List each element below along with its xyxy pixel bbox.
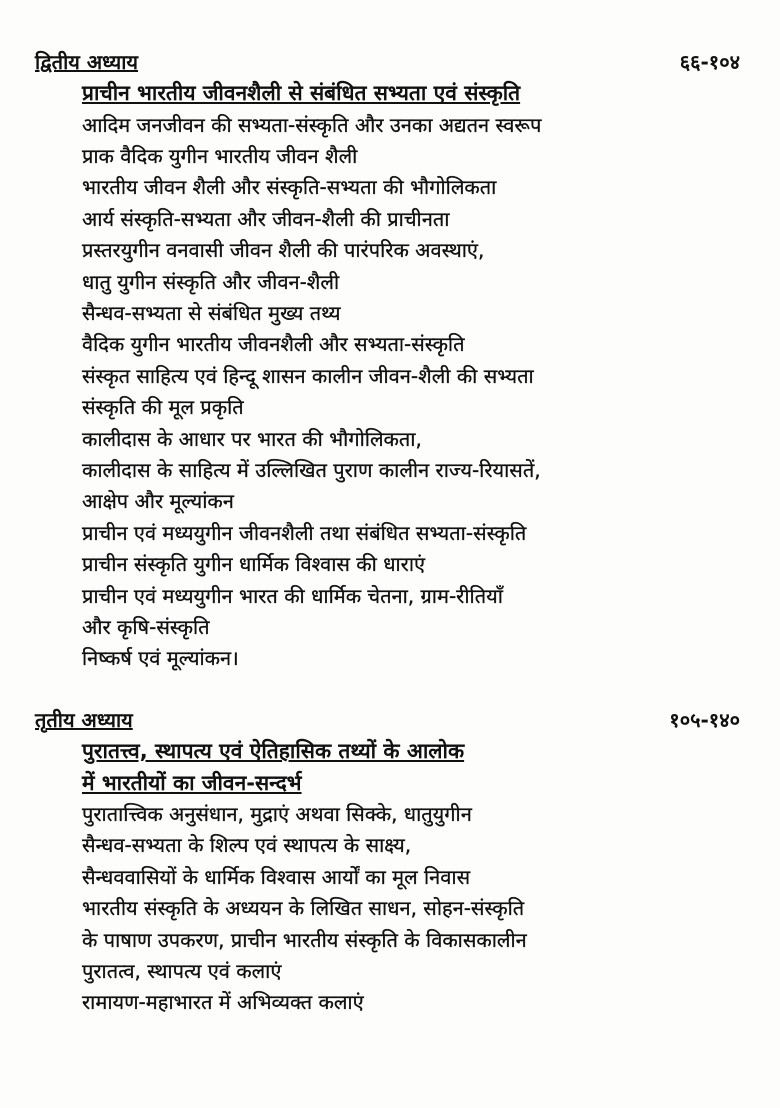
section-subtitle: में भारतीयों का जीवन-सन्दर्भ: [82, 770, 302, 795]
topic-line: भारतीय संस्कृति के अध्ययन के लिखित साधन, सोहन-संस्कृति: [82, 896, 525, 921]
topic-line: कालीदास के साहित्य में उल्लिखित पुराण कालीन राज्य-रियासतें,: [82, 457, 541, 482]
chapter-heading: तृतीय अध्याय: [35, 708, 133, 732]
topic-line: प्राक वैदिक युगीन भारतीय जीवन शैली: [82, 143, 358, 168]
topic-line: निष्कर्ष एवं मूल्यांकन।: [82, 646, 239, 671]
topic-line: के पाषाण उपकरण, प्राचीन भारतीय संस्कृति के विकासकालीन: [82, 927, 527, 952]
topic-line: संस्कृति की मूल प्रकृति: [82, 395, 244, 420]
topic-line: सैन्धव-सभ्यता से संबंधित मुख्य तथ्य: [82, 300, 341, 325]
topic-line: आर्य संस्कृति-सभ्यता और जीवन-शैली की प्राचीनता: [82, 206, 450, 231]
topic-line: भारतीय जीवन शैली और संस्कृति-सभ्यता की भौगोलिकता: [82, 175, 497, 200]
section-subtitle: पुरातत्त्व, स्थापत्य एवं ऐतिहासिक तथ्यों के आलोक: [82, 739, 465, 763]
topic-line: सैन्धव-सभ्यता के शिल्प एवं स्थापत्य के साक्ष्य,: [82, 833, 412, 858]
topic-line: कालीदास के आधार पर भारत की भौगोलिकता,: [82, 426, 422, 451]
chapter-heading: द्वितीय अध्याय: [35, 50, 139, 74]
section-subtitle: प्राचीन भारतीय जीवनशैली से संबंधित सभ्यता एवं संस्कृति: [82, 81, 521, 105]
topic-line: आक्षेप और मूल्यांकन: [82, 489, 234, 514]
topic-line: पुरातत्व, स्थापत्य एवं कलाएं: [82, 959, 282, 983]
topic-line: प्रस्तरयुगीन वनवासी जीवन शैली की पारंपरिक अवस्थाएं,: [82, 238, 485, 263]
topic-line: प्राचीन संस्कृति युगीन धार्मिक विश्वास की धाराएं: [82, 552, 426, 577]
topic-line: प्राचीन एवं मध्ययुगीन जीवनशैली तथा संबंधित सभ्यता-संस्कृति: [82, 520, 527, 545]
topic-line: प्राचीन एवं मध्ययुगीन भारत की धार्मिक चेतना, ग्राम-रीतियाँ: [82, 583, 503, 608]
topic-line: आदिम जनजीवन की सभ्यता-संस्कृति और उनका अद्यतन स्वरूप: [82, 112, 542, 137]
topic-line: सैन्धववासियों के धार्मिक विश्वास आर्यों का मूल निवास: [82, 864, 471, 889]
topic-line: वैदिक युगीन भारतीय जीवनशैली और सभ्यता-संस्कृति: [82, 332, 465, 357]
page-range: १०५-१४०: [669, 708, 740, 732]
topic-line: पुरातात्त्विक अनुसंधान, मुद्राएं अथवा सिक्के, धातुयुगीन: [82, 802, 472, 826]
topic-line: रामायण-महाभारत में अभिव्यक्त कलाएं: [82, 990, 364, 1015]
topic-line: और कृषि-संस्कृति: [82, 614, 210, 639]
page-range: ६६-१०४: [679, 50, 740, 74]
topic-line: संस्कृत साहित्य एवं हिन्दू शासन कालीन जीवन-शैली की सभ्यता: [82, 363, 534, 388]
topic-line: धातु युगीन संस्कृति और जीवन-शैली: [82, 269, 340, 294]
